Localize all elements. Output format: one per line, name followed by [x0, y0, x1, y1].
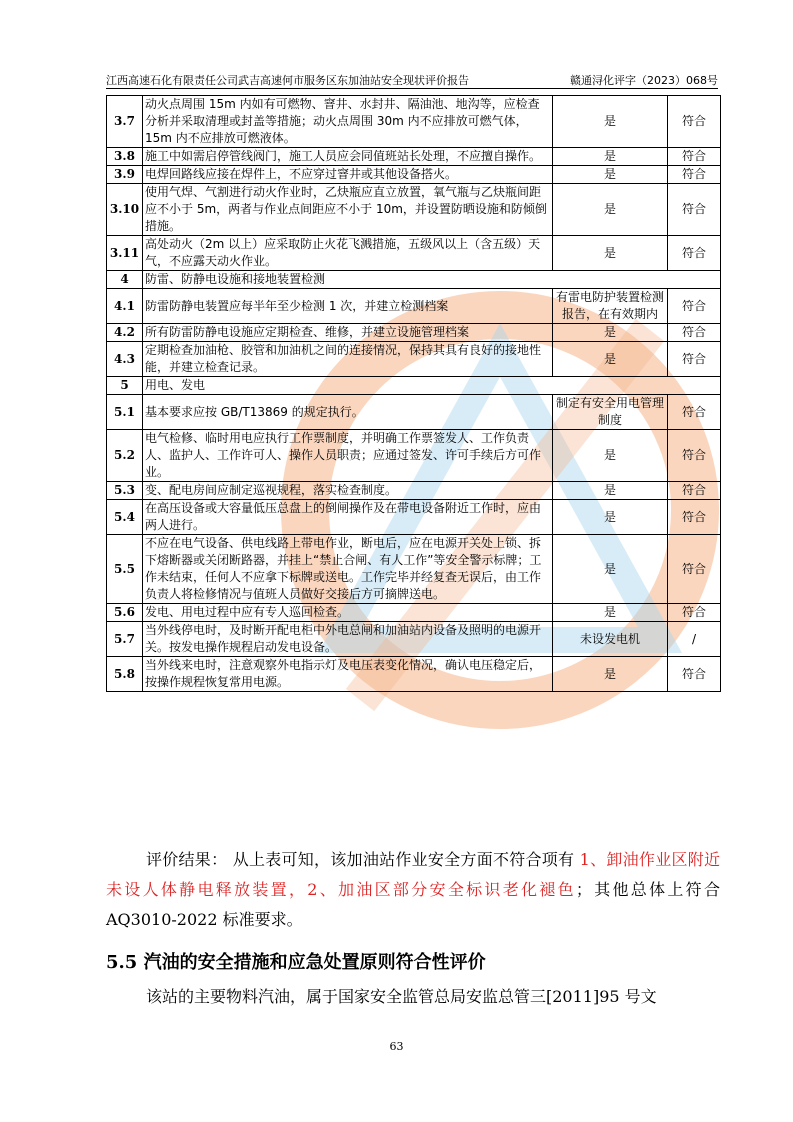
check-item: 高处动火（2m 以上）应采取防止火花飞溅措施，五级风以上（含五级）天气，不应露天动火作业。 — [143, 236, 553, 271]
evaluation-prefix: 评价结果： 从上表可知，该加油站作业安全方面不符合项有 — [146, 850, 580, 869]
item-number: 3.11 — [107, 236, 143, 271]
check-result: 制定有安全用电管理制度 — [553, 395, 668, 430]
report-number: 赣通浔化评字（2023）068号 — [570, 74, 718, 87]
check-result: 是 — [553, 604, 668, 622]
check-item: 发电、用电过程中应有专人巡回检查。 — [143, 604, 553, 622]
check-item: 不应在电气设备、供电线路上带电作业，断电后，应在电源开关处上锁、拆下熔断器或关闭断路器，并挂上“禁止合闸、有人工作”等安全警示标牌；工作未结束，任何人不应拿下标牌或送电。工作完毕并经复查无误后，由工作负责人将检修情况与值班人员做好交接后方可摘牌送电。 — [143, 535, 553, 604]
evaluation-result — [106, 845, 720, 935]
item-number: 5 — [107, 377, 143, 395]
table-row — [107, 236, 721, 271]
evaluation-suffix: ；其他总体上符合 AQ3010-2022 标准要求。 — [106, 880, 720, 929]
body-paragraph: 该站的主要物料汽油，属于国家安全监管总局安监总管三[2011]95 号文 — [146, 987, 657, 1006]
item-number: 5.6 — [107, 604, 143, 622]
item-number: 5.2 — [107, 430, 143, 482]
item-number: 5.8 — [107, 657, 143, 692]
check-result: 有雷电防护装置检测报告，在有效期内 — [553, 289, 668, 324]
check-conclusion: 符合 — [668, 166, 721, 184]
table-row — [107, 395, 721, 430]
check-result: 是 — [553, 148, 668, 166]
table-row — [107, 166, 721, 184]
check-item: 定期检查加油枪、胶管和加油机之间的连接情况，保持其具有良好的接地性能，并建立检查记录。 — [143, 342, 553, 377]
check-result: 是 — [553, 184, 668, 236]
evaluation-table — [106, 95, 721, 692]
check-conclusion: 符合 — [668, 342, 721, 377]
check-result: 是 — [553, 324, 668, 342]
check-conclusion: 符合 — [668, 289, 721, 324]
check-item: 电气检修、临时用电应执行工作票制度，并明确工作票签发人、工作负责人、监护人、工作许可人、操作人员职责；应通过签发、许可手续后方可作业。 — [143, 430, 553, 482]
item-number: 5.7 — [107, 622, 143, 657]
check-item: 防雷防静电装置应每半年至少检测 1 次，并建立检测档案 — [143, 289, 553, 324]
table-row — [107, 482, 721, 500]
item-number: 3.7 — [107, 96, 143, 148]
check-item: 在高压设备或大容量低压总盘上的倒闸操作及在带电设备附近工作时，应由两人进行。 — [143, 500, 553, 535]
check-result: 未设发电机 — [553, 622, 668, 657]
item-number: 3.10 — [107, 184, 143, 236]
check-conclusion: 符合 — [668, 482, 721, 500]
table-row — [107, 535, 721, 604]
check-item: 所有防雷防静电设施应定期检查、维修，并建立设施管理档案 — [143, 324, 553, 342]
check-item: 基本要求应按 GB/T13869 的规定执行。 — [143, 395, 553, 430]
check-result: 是 — [553, 657, 668, 692]
section-heading: 用电、发电 — [143, 377, 721, 395]
check-conclusion: 符合 — [668, 604, 721, 622]
table-row — [107, 324, 721, 342]
check-conclusion: 符合 — [668, 96, 721, 148]
check-result: 是 — [553, 500, 668, 535]
item-number: 4.1 — [107, 289, 143, 324]
check-item: 施工中如需启停管线阀门，施工人员应会同值班站长处理，不应擅自操作。 — [143, 148, 553, 166]
check-item: 动火点周围 15m 内如有可燃物、窨井、水封井、隔油池、地沟等，应检查分析并采取清理或封盖等措施；动火点周围 30m 内不应排放可燃气体，15m 内不应排放可燃液体。 — [143, 96, 553, 148]
check-conclusion: 符合 — [668, 430, 721, 482]
item-number: 5.5 — [107, 535, 143, 604]
table-row — [107, 500, 721, 535]
check-conclusion: 符合 — [668, 500, 721, 535]
item-number: 5.4 — [107, 500, 143, 535]
section-title: 5.5 汽油的安全措施和应急处置原则符合性评价 — [106, 952, 486, 973]
table-row — [107, 430, 721, 482]
table-row — [107, 604, 721, 622]
check-conclusion: 符合 — [668, 395, 721, 430]
table-row — [107, 342, 721, 377]
report-title: 江西高速石化有限责任公司武吉高速何市服务区东加油站安全现状评价报告 — [106, 74, 469, 87]
item-number: 5.3 — [107, 482, 143, 500]
issue-1: 1、卸油作业区附近未设人体静电释放装置， — [106, 850, 720, 899]
section-heading: 防雷、防静电设施和接地装置检测 — [143, 271, 721, 289]
item-number: 3.9 — [107, 166, 143, 184]
check-result: 是 — [553, 482, 668, 500]
table-row — [107, 289, 721, 324]
check-result: 是 — [553, 166, 668, 184]
table-section-row — [107, 271, 721, 289]
item-number: 3.8 — [107, 148, 143, 166]
check-conclusion: / — [668, 622, 721, 657]
item-number: 4.2 — [107, 324, 143, 342]
table-body — [107, 96, 721, 692]
check-conclusion: 符合 — [668, 236, 721, 271]
check-result: 是 — [553, 430, 668, 482]
check-result: 是 — [553, 96, 668, 148]
check-conclusion: 符合 — [668, 657, 721, 692]
table-row — [107, 622, 721, 657]
check-item: 电焊回路线应接在焊件上，不应穿过窨井或其他设备搭火。 — [143, 166, 553, 184]
issue-2: 2、加油区部分安全标识老化褪色 — [307, 880, 576, 899]
check-conclusion: 符合 — [668, 535, 721, 604]
check-result: 是 — [553, 342, 668, 377]
item-number: 5.1 — [107, 395, 143, 430]
table-row — [107, 657, 721, 692]
page-header — [106, 70, 718, 89]
item-number: 4.3 — [107, 342, 143, 377]
table-row — [107, 184, 721, 236]
check-result: 是 — [553, 236, 668, 271]
check-item: 使用气焊、气割进行动火作业时，乙炔瓶应直立放置，氧气瓶与乙炔瓶间距应不小于 5m，两者与作业点间距应不小于 10m，并设置防晒设施和防倾倒措施。 — [143, 184, 553, 236]
check-item: 变、配电房间应制定巡视规程，落实检查制度。 — [143, 482, 553, 500]
check-item: 当外线停电时，及时断开配电柜中外电总闸和加油站内设备及照明的电源开关。按发电操作规程启动发电设备。 — [143, 622, 553, 657]
table-row — [107, 96, 721, 148]
page-number: 63 — [389, 1040, 404, 1053]
table-section-row — [107, 377, 721, 395]
check-item: 当外线来电时，注意观察外电指示灯及电压表变化情况，确认电压稳定后，按操作规程恢复常用电源。 — [143, 657, 553, 692]
check-conclusion: 符合 — [668, 324, 721, 342]
item-number: 4 — [107, 271, 143, 289]
check-conclusion: 符合 — [668, 184, 721, 236]
table-row — [107, 148, 721, 166]
check-conclusion: 符合 — [668, 148, 721, 166]
check-result: 是 — [553, 535, 668, 604]
